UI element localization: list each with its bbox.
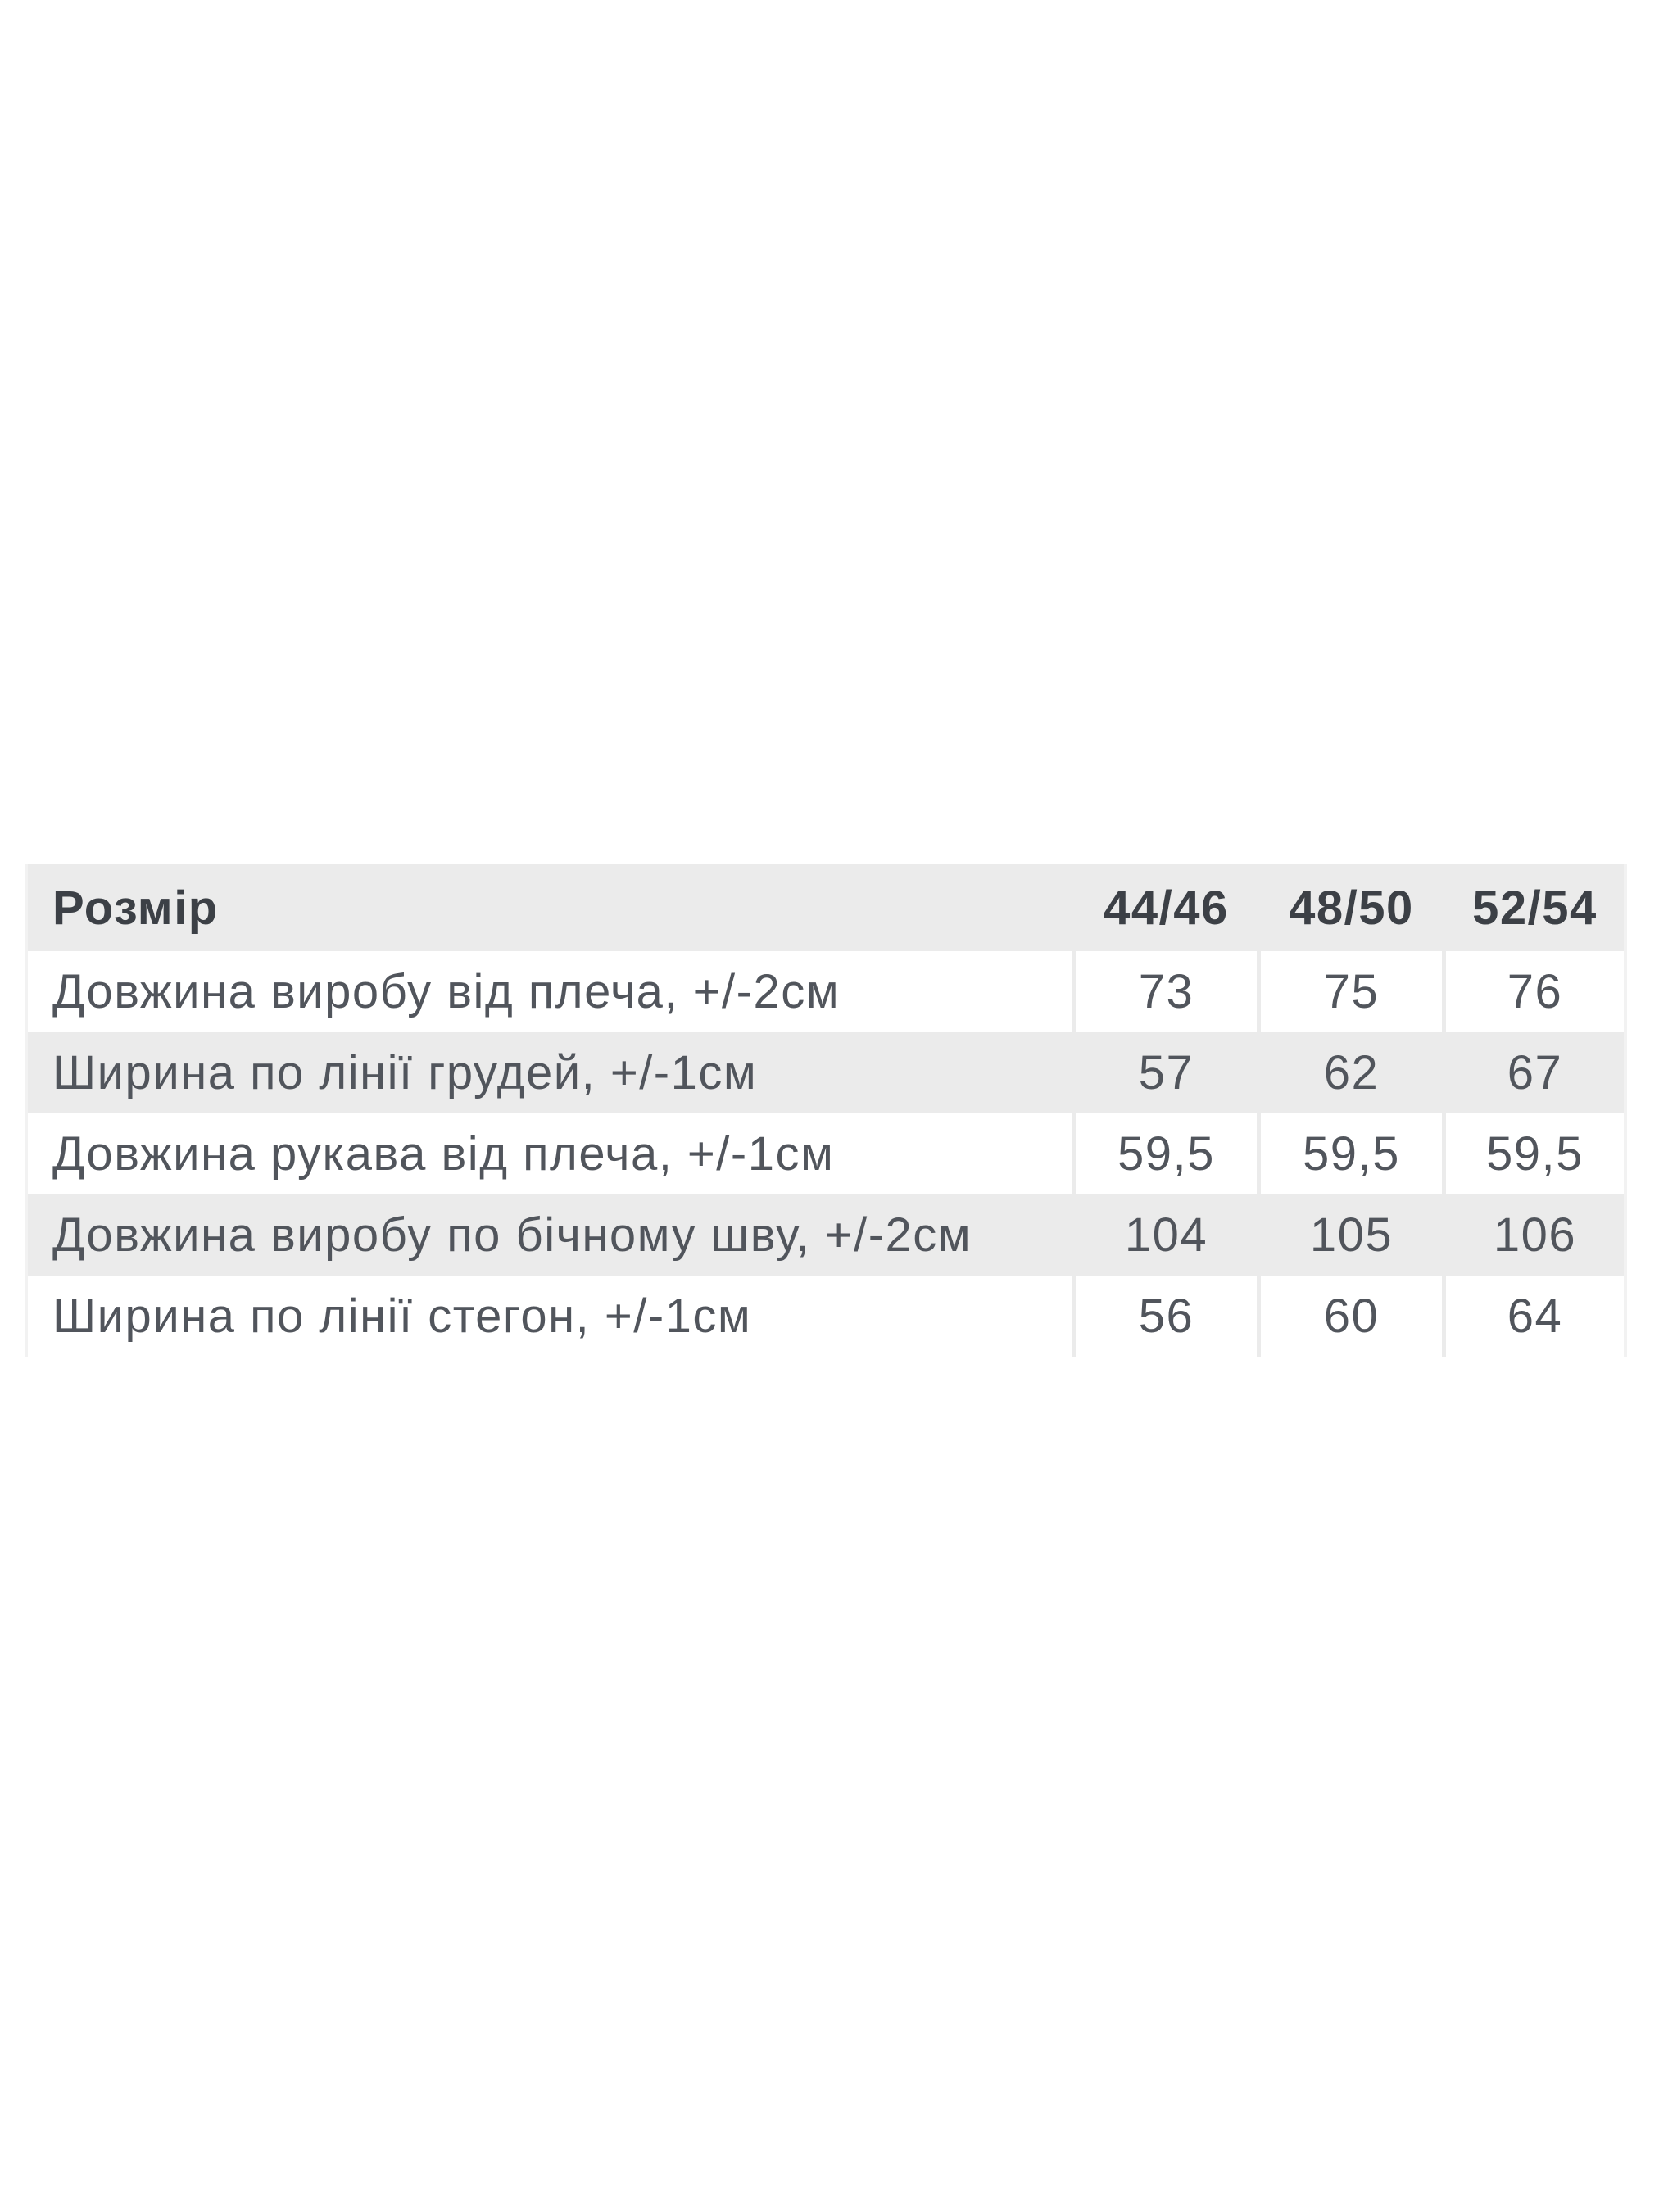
size-chart-table <box>25 864 1627 1357</box>
size-column-header: 48/50 <box>1257 864 1442 951</box>
size-column-header: 44/46 <box>1072 864 1257 951</box>
measurement-value: 59,5 <box>1072 1113 1257 1194</box>
measurement-value: 60 <box>1257 1276 1442 1357</box>
measurement-label: Ширина по лінії грудей, +/-1см <box>25 1032 1072 1113</box>
measurement-label: Довжина рукава від плеча, +/-1см <box>25 1113 1072 1194</box>
size-chart-section <box>25 864 1627 1357</box>
size-header-label: Розмір <box>25 864 1072 951</box>
measurement-value: 59,5 <box>1257 1113 1442 1194</box>
measurement-label: Ширина по лінії стегон, +/-1см <box>25 1276 1072 1357</box>
measurement-value: 75 <box>1257 951 1442 1032</box>
measurement-value: 76 <box>1442 951 1627 1032</box>
measurement-value: 106 <box>1442 1194 1627 1276</box>
measurement-value: 67 <box>1442 1032 1627 1113</box>
table-row <box>25 1194 1627 1276</box>
measurement-label: Довжина виробу від плеча, +/-2см <box>25 951 1072 1032</box>
measurement-value: 104 <box>1072 1194 1257 1276</box>
measurement-value: 57 <box>1072 1032 1257 1113</box>
table-row <box>25 951 1627 1032</box>
measurement-value: 105 <box>1257 1194 1442 1276</box>
measurement-value: 59,5 <box>1442 1113 1627 1194</box>
measurement-value: 73 <box>1072 951 1257 1032</box>
table-header-row <box>25 864 1627 951</box>
table-row <box>25 1032 1627 1113</box>
table-row <box>25 1113 1627 1194</box>
size-column-header: 52/54 <box>1442 864 1627 951</box>
measurement-value: 56 <box>1072 1276 1257 1357</box>
table-row <box>25 1276 1627 1357</box>
measurement-value: 62 <box>1257 1032 1442 1113</box>
measurement-value: 64 <box>1442 1276 1627 1357</box>
measurement-label: Довжина виробу по бічному шву, +/-2см <box>25 1194 1072 1276</box>
